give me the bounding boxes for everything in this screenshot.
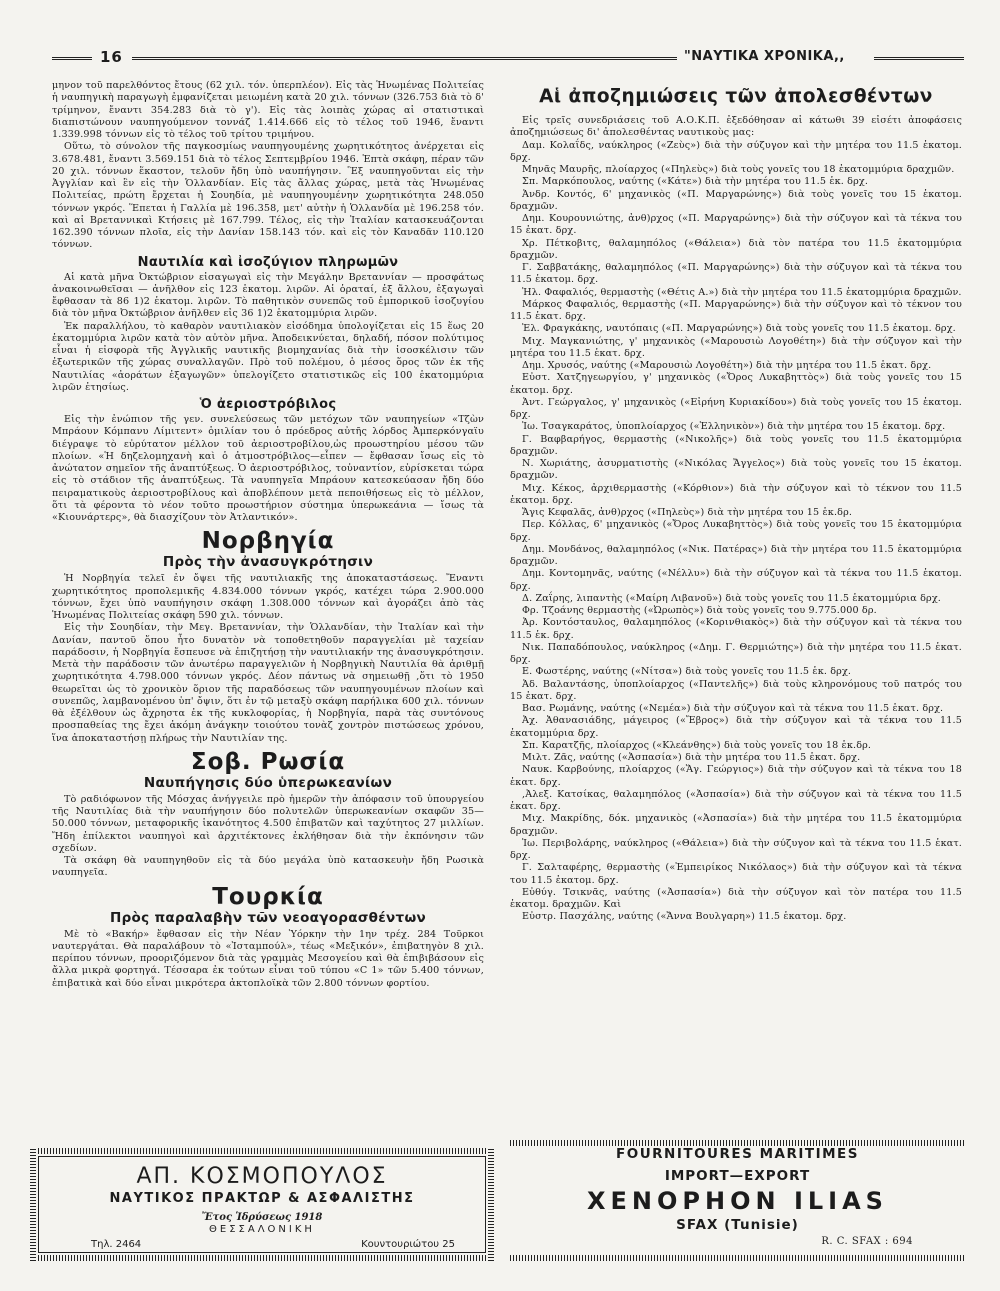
compensation-entry: Δημ. Κουρουνιώτης, ἀνθ)ρχος («Π. Μαργαρώνης») διὰ τὴν σύζυγον καὶ τὰ τέκνα του 15 ἑκατ. δρχ. [510, 213, 962, 237]
compensation-entry: Μιχ. Μαγκανιώτης, γ' μηχανικὸς («Μαρουσιὼ Λογοθέτη») διὰ τὴν σύζυγον καὶ τὴν μητέρα του 11.5 ἑκατ. δρχ. [510, 335, 962, 359]
section-subheading-russia: Ναυπήγησις δύο ὑπερωκεανίων [143, 774, 393, 791]
compensation-entry: Ἰω. Περιβολάρης, ναύκληρος («Θάλεια») διὰ τὴν σύζυγον καὶ τὰ τέκνα του 11.5 ἑκατ. δρχ. [510, 837, 962, 861]
compensation-entry: Γ. Σαββατάκης, θαλαμηπόλος («Π. Μαργαρώνης») διὰ τὴν σύζυγον καὶ τὰ τέκνα του 11.5 ἑκατομ. δρχ. [510, 262, 962, 286]
compensation-entry: Ἄγις Κεφαλᾶς, ἀνθ)ρχος («Πηλεὺς») διὰ τὴν μητέρα του 15 ἑκ.δρ. [522, 507, 853, 518]
ad-right-line1: FOURNITOURES MARITIMES [616, 1146, 859, 1162]
compensation-entry: Ε. Φωστέρης, ναύτης («Νίτσα») διὰ τοὺς γονεῖς του 11.5 ἑκ. δρχ. [522, 666, 852, 678]
compensation-entry: Ν. Χωριάτης, ἀσυρματιστὴς («Νικόλας Ἄγγελος») διὰ τοὺς γονεῖς του 15 ἑκατομ. δραχμῶν. [510, 458, 962, 482]
article-paragraph: Εἰς τὴν ἐνώπιον τῆς γεν. συνελεύσεως τῶν μετόχων τῶν ναυπηγείων «Τζὼν Μπράουν Κόμπανυ Λίμιτεντ» ὁμιλίαν του ὁ πρόεδρος αὐτῆς λόρδος Ἀμπερκόνγαϊυ διέγραψε τὸ εὐρύτατον μέλλον τοῦ ἀεριοστροβίλου,ὡς προωστηρίου μέσου τῶν πλοίων. «Ἡ δηζελομηχανὴ καὶ ὁ ἀτμοστρόβιλος—εἶπεν — ἔφθασαν ἴσως εἰς τὸ ἀνώτατον σημεῖον τῆς ἀναπτύξεως. Ὁ ἀεριοστρόβιλος, τοὐναντίον, εὑρίσκεται τώρα εἰς τὸ στάδιον τῆς ἀναπτύξεως. Τὰ ναυπηγεῖα Μπράουν κατεσκεύασαν ἤδη δύο πειραματικοὺς ἀεριοστροβίλους καὶ ἀποβλέπουν μετὰ πεποιθήσεως εἰς τὸ μέλλον, ὅτι τὰ φέροντα τὸ νέον τοῦτο προωστήριον σύστημα ὑπερωκεάνια — ἴσως τὰ «Κιουνάρτερς», θὰ διασχίζουν τὸν Ἀτλαντικόν». [52, 414, 484, 523]
compensation-entry: Σπ. Καρατζῆς, πλοίαρχος («Κλεάνθης») διὰ τοὺς γονεῖς του 18 ἑκ.δρ. [522, 739, 872, 751]
article-paragraph: Αἱ κατὰ μῆνα Ὀκτώβριον εἰσαγωγαὶ εἰς τὴν Μεγάλην Βρεταννίαν — προσφάτως ἀνακοινωθεῖσαι — ἀνῆλθον εἰς 123 ἑκατομ. λιρῶν. Αἱ ὁραταί, ἐξ ἄλλου, ἐξαγωγαὶ ἔφθασαν τὰ 86 1)2 ἑκατομ. λιρῶν. Τὸ παθητικὸν συνεπῶς τοῦ ἐμπορικοῦ ἰσοζυγίου διὰ τὸν μῆνα Ὀκτώβριον ἀνῆλθεν εἰς 36 1)2 ἑκατομμύρια λιρῶν. [52, 271, 484, 320]
compensation-entry: Γ. Βαφβαρήγος, θερμαστὴς («Νικολῆς») διὰ τοὺς γονεῖς του 11.5 ἑκατομμύρια δραχμῶν. [510, 433, 962, 457]
compensation-entry: Δημ. Κοντομηνᾶς, ναύτης («Νέλλυ») διὰ τὴν σύζυγον καὶ τὰ τέκνα του 11.5 ἑκατομ. δρχ. [510, 568, 962, 592]
ad-city: ΘΕΣΣΑΛΟΝΙΚΗ [209, 1224, 315, 1235]
ad-border-top [38, 1148, 486, 1154]
compensation-entry: Βασ. Ρωμάνης, ναύτης («Νεμέα») διὰ τὴν σύζυγον καὶ τὰ τέκνα του 11.5 ἑκατ. δρχ. [522, 703, 944, 714]
compensation-list [510, 140, 962, 924]
article-paragraph: Ἡ Νορβηγία τελεῖ ἐν ὄψει τῆς ναυτιλιακῆς της ἀποκαταστάσεως. Ἔναντι χωρητικότητος προπολεμικῆς 4.834.000 τόννων γκρός, κατέχει τώρα 2.900.000 τόννων, ἔχει ὑπὸ ναυπήγησιν σκάφη 1.308.000 τόννων καὶ ἀγοράζει ἀπὸ τὰς Ἡνωμένας Πολιτείας σκάφη 590 χιλ. τόννων. [52, 573, 484, 621]
header-rule-right [874, 57, 964, 60]
header-rule-middle [132, 57, 677, 60]
left-column [52, 80, 484, 1150]
ad-right-city: SFAX (Tunisie) [676, 1217, 799, 1233]
advertisement-xenophon-ilias [510, 1143, 965, 1253]
compensation-entry: Σπ. Μαρκόπουλος, ναύτης («Κάτε») διὰ τὴν μητέρα του 11.5 ἑκ. δρχ. [522, 176, 869, 188]
compensation-entry: Μηνᾶς Μαυρῆς, πλοίαρχος («Πηλεὺς») διὰ τοὺς γονεῖς του 18 ἑκατομμύρια δραχμῶν. [522, 164, 955, 175]
section-heading-turkey: Τουρκία [212, 883, 324, 910]
compensation-entry: Δαμ. Κολαΐδς, ναύκληρος («Ζεὺς») διὰ τὴν σύζυγον καὶ τὴν μητέρα του 11.5 ἑκατομ. δρχ. [510, 139, 962, 163]
masthead: "ΝΑΥΤΙΚΑ ΧΡΟΝΙΚΑ,, [684, 49, 845, 64]
ad-border-bottom [38, 1255, 486, 1261]
page-number: 16 [100, 48, 123, 66]
article-paragraph: Οὕτω, τὸ σύνολον τῆς παγκοσμίως ναυπηγουμένης χωρητικότητος ἀνέρχεται εἰς 3.678.481, ἔναντι 3.569.151 διὰ τὸ τέλος Σεπτεμβρίου 1946. Ἑπτὰ σκάφη, πέραν τῶν 20 χιλ. τόννων ἕκαστον, τελοῦν ἤδη ὑπὸ ναυπήγησιν. Ἓξ ναυπηγοῦνται εἰς τὴν Ἀγγλίαν καὶ ἓν εἰς τὴν Ὁλλανδίαν. Εἰς τὰς ἄλλας χώρας, μετὰ τὰς Ἡνωμένας Πολιτείας, πρώτη ἔρχεται ἡ Σουηδία, μὲ ναυπηγουμένην χωρητικότητα 248.050 τόννων γκρός. Ἕπεται ἡ Γαλλία μὲ 196.358, μετ' αὐτὴν ἡ Ὁλλανδία μὲ 196.258 τόν. καὶ αἱ Βρεταννικαὶ Κτήσεις μὲ 167.799. Τέλος, εἰς τὴν Ἰταλίαν κατασκευάζονται 162.390 τόννων πλοῖα, εἰς τὴν Δανίαν 158.143 τόν. καὶ εἰς τὸν Καναδᾶν 110.120 τόννων. [52, 141, 484, 251]
compensation-entry: Ἀνδρ. Κοντός, 6' μηχανικὸς («Π. Μαργαρώνης») διὰ τοὺς γονεῖς του 15 ἑκατομ. δραχμῶν. [510, 188, 962, 212]
ad-phone: Τηλ. 2464 [91, 1239, 142, 1250]
article-paragraph: Τὰ σκάφη θὰ ναυπηγηθοῦν εἰς τὰ δύο μεγάλα ὑπὸ κατασκευὴν ἤδη Ρωσικὰ ναυπηγεῖα. [52, 855, 484, 879]
compensation-entry: Εὐστρ. Πασχάλης, ναύτης («Ἄννα Βουλγαρη») 11.5 ἑκατομ. δρχ. [522, 911, 847, 923]
compensation-entry: Ἀντ. Γεώργαλος, γ' μηχανικὸς («Εἰρήνη Κυριακίδου») διὰ τοὺς γονεῖς του 15 ἑκατομ. δρχ. [510, 396, 962, 420]
article-paragraph: Τὸ ραδιόφωνον τῆς Μόσχας ἀνήγγειλε πρὸ ἡμερῶν τὴν ἀπόφασιν τοῦ ὑπουργείου τῆς Ναυτιλίας διὰ τὴν ναυπήγησιν δύο πολυτελῶν ὑπερωκεανίων σκαφῶν 35—50.000 τόννων, μεταφορικῆς ἱκανότητος 4.500 ἐπιβατῶν καὶ ταχύτητος 27 μιλλίων. Ἤδη ἐπίλεκτοι ναυπηγοὶ καὶ ἀρχιτέκτονες ἐκλήθησαν διὰ τὴν ἐκπόνησιν τῶν σχεδίων. [52, 793, 484, 854]
compensation-entry: Ἠλ. Φαφαλιός, θερμαστὴς («Θέτις Α.») διὰ τὴν μητέρα του 11.5 ἑκατομμύρια δραχμῶν. [522, 286, 962, 298]
ad-border-left [30, 1148, 36, 1261]
page-header [52, 48, 964, 70]
article-paragraph: μηνον τοῦ παρελθόντος ἔτους (62 χιλ. τόν. ὑπερπλέον). Εἰς τὰς Ἡνωμένας Πολιτείας ἡ ναυπηγικὴ παραγωγὴ ἐμφανίζεται μειωμένη κατὰ 20 χιλ. τόννων (326.753 διὰ τὸ δ' τρίμηνον, ἔναντι 354.283 διὰ τὸ γ'). Εἰς τὰς λοιπὰς χώρας αἱ στατιστικαὶ διαπιστώνουν ναυπηγούμενον τοννάζ 1.414.666 εἰς τὸ τέλος τοῦ 1946, ἔναντι 1.339.998 τόννων εἰς τὸ τέλος τοῦ τρίτου τριμήνου. [52, 80, 484, 140]
ad-right-registration: R. C. SFAX : 694 [821, 1236, 913, 1247]
compensation-entry: ,Ἀλεξ. Κατσίκας, θαλαμηπόλος («Ἀσπασία») διὰ τὴν σύζυγον καὶ τὰ τέκνα του 11.5 ἑκατ. δρχ. [510, 788, 962, 812]
section-heading-shipping-balance: Ναυτιλία καὶ ἰσοζύγιον πληρωμῶν [137, 254, 399, 270]
ad-company-name: ΑΠ. ΚΟΣΜΟΠΟΥΛΟΣ [136, 1164, 388, 1189]
article-paragraph: Εἰς τὴν Σουηδίαν, τὴν Μεγ. Βρεταννίαν, τὴν Ὁλλανδίαν, τὴν Ἰταλίαν καὶ τὴν Δανίαν, παντοῦ ὅπου ἦτο δυνατὸν νὰ τοποθετηθοῦν παραγγελίαι μὲ ταχείαν παράδοσιν, ἡ Νορβηγία ἔσπευσε νὰ ἐπιζητήσῃ τὴν ναυτιλιακήν της ἀνασυγκρότησιν. Μετὰ τὴν παράδοσιν τῶν ἀνωτέρω παραγγελιῶν ἡ Νορβηγικὴ Ναυτιλία θὰ ἀριθμῇ χωρητικότητα 4.798.000 τόννων γκρός. Δέον πάντως νὰ σημειωθῇ ,ὅτι τὸ 1950 θεωρεῖται ὡς τὸ χρονικὸν ὅριον τῆς παραδόσεως τῶν ναυπηγουμένων πλοίων καὶ συνεπῶς, λαμβανομένου ὑπ' ὄψιν, ὅτι ἐν τῷ μεταξὺ σκάφη παρήλικα 600 χιλ. τόννων θὰ ἐξέλθουν ὡς ἄχρηστα ἐκ τῆς κυκλοφορίας, ἡ Νορβηγία, παρὰ τὰς συντόνους προσπαθείας της ἔχει ἀκόμη ἀνάγκην τοιούτου τονὰζ χοντρὸν πιστώσεως χρόνου, ἵνα ἀποκαταστήσῃ πλήρως τὴν Ναυτιλίαν της. [52, 622, 484, 744]
article-paragraph: Ἐκ παραλλήλου, τὸ καθαρὸν ναυτιλιακὸν εἰσόδημα ὑπολογίζεται εἰς 15 ἕως 20 ἑκατομμύρια λιρῶν κατὰ τὸν αὐτὸν μῆνα. Ἀποδεικνύεται, δηλαδή, πόσον πολύτιμος εἶναι ἡ εἰσφορὰ τῆς Ἀγγλικῆς ναυτικῆς βιομηχανίας διὰ τὴν ἰσοσκέλισιν τῶν ἐξωτερικῶν τῆς χώρας συναλλαγῶν. Πρὸ τοῦ πολέμου, ὁ μέσος ὅρος τῶν ἐκ τῆς Ναυτιλίας «ἀοράτων ἐξαγωγῶν» ὑπελογίζετο στατιστικῶς εἰς 100 ἑκατομμύρια λιρῶν ἐτησίως. [52, 320, 484, 393]
compensation-entry: Δ. Ζαΐρης, λιπαντὴς («Μαίρη Λιβανοῦ») διὰ τοὺς γονεῖς του 11.5 ἑκατομμύρια δρχ. [522, 592, 942, 604]
compensation-entry: Ἰω. Τσαγκαράτος, ὑποπλοίαρχος («Ἑλληνικὸν») διὰ τὴν μητέρα του 15 ἑκατομ. δρχ. [522, 421, 946, 433]
section-heading-norway: Νορβηγία [201, 528, 335, 555]
right-column [510, 80, 962, 1142]
compensation-entry: Εὐστ. Χατζηγεωργίου, γ' μηχανικὸς («Ὄρος Λυκαβηττὸς») διὰ τοὺς γονεῖς του 15 ἑκατομ. δρχ. [510, 372, 962, 396]
section-heading-gas-turbine: Ὁ ἀεριοστρόβιλος [199, 397, 337, 412]
ad-right-name: XENOPHON ILIAS [587, 1187, 888, 1215]
ad-founded: Ἔτος Ἱδρύσεως 1918 [201, 1212, 323, 1223]
compensation-entry: Δημ. Μονδάνος, θαλαμηπόλος («Νικ. Πατέρας») διὰ τὴν μητέρα του 11.5 ἑκατομμύρια δραχμῶν. [510, 543, 962, 567]
advertisement-kosmopoulos [38, 1156, 486, 1253]
compensation-entry: Χρ. Πέτκοβιτς, θαλαμηπόλος («Θάλεια») διὰ τὸν πατέρα του 11.5 ἑκατομμύρια δραχμῶν. [510, 237, 962, 261]
compensation-entry: Μάρκος Φαφαλιός, θερμαστὴς («Π. Μαργαρώνης») διὰ τὴν σύζυγον καὶ τὸ τέκνον του 11.5 ἑκατ. δρχ. [510, 298, 962, 322]
article-intro: Εἰς τρεῖς συνεδριάσεις τοῦ Α.Ο.Κ.Π. ἐξεδόθησαν αἱ κάτωθι 39 εἰσέτι ἀποφάσεις ἀποζημιώσεως δι' ἀπολεσθέντας ναυτικοὺς μας: [510, 115, 962, 139]
article-paragraph: Μὲ τὸ «Βακήρ» ἔφθασαν εἰς τὴν Νέαν Ὑόρκην τὴν 1ην τρέχ. 284 Τοῦρκοι ναυτεργάται. Θὰ παραλάβουν τὸ «Ἰσταμπούλ», τέως «Μεξικόν», ἐπιβατηγὸν 8 χιλ. περίπου τόννων, προοριζόμενον διὰ τὰς γραμμὰς Μεσογείου καὶ θὰ ἐπιβιβάσουν εἰς ἄλλα μικρὰ φορτηγά. Τέσσαρα ἐκ τούτων εἶναι τοῦ τύπου «C 1» τῶν 5.400 τόννων, ἐπιβατικὰ καὶ δύο εἶναι μικρότερα ἀκτοπλοϊκὰ τῶν 2.800 τόννων φορτίου. [52, 928, 484, 989]
ad-company-title: ΝΑΥΤΙΚΟΣ ΠΡΑΚΤΩΡ & ΑΣΦΑΛΙΣΤΗΣ [109, 1191, 415, 1206]
compensation-entry: Νικ. Παπαδόπουλος, ναύκληρος («Δημ. Γ. Θερμιώτης») διὰ τὴν μητέρα του 11.5 ἑκατ. δρχ. [510, 641, 962, 665]
compensation-entry: Φρ. Τζοάνης θερμαστὴς («Ὠρωπὸς») διὰ τοὺς γονεῖς του 9.775.000 δρ. [522, 605, 877, 616]
compensation-entry: Περ. Κόλλας, 6' μηχανικὸς («Ὄρος Λυκαβηττὸς») διὰ τοὺς γονεῖς του 15 ἑκατομμύρια δρχ. [510, 519, 962, 543]
ad-address: Κουντουριώτου 25 [361, 1239, 455, 1250]
ad-right-border-bottom [510, 1255, 965, 1261]
section-subheading-turkey: Πρὸς παραλαβὴν τῶν νεοαγορασθέντων [110, 909, 426, 926]
section-subheading-norway: Πρὸς τὴν ἀνασυγκρότησιν [162, 554, 374, 571]
compensation-entry: Ἀχ. Ἀθανασιάδης, μάγειρος («Ἔβρος») διὰ τὴν σύζυγον καὶ τὰ τέκνα του 11.5 ἑκατομμύρια δρχ. [510, 715, 962, 739]
compensation-entry: Μιχ. Μακρίδης, δόκ. μηχανικὸς («Ἀσπασία») διὰ τὴν μητέρα του 11.5 ἑκατομμύρια δραχμῶν. [510, 813, 962, 837]
compensation-entry: Ἀδ. Βαλαντάσης, ὑποπλοίαρχος («Παντελῆς») διὰ τοὺς κληρονόμους τοῦ πατρός του 15 ἑκατ. δρχ. [510, 678, 962, 702]
compensation-entry: Μιλτ. Ζᾶς, ναύτης («Ἀσπασία») διὰ τὴν μητέρα του 11.5 ἑκατ. δρχ. [522, 752, 861, 763]
article-title-compensations: Αἱ ἀποζημιώσεις τῶν ἀπολεσθέντων [539, 86, 933, 107]
section-heading-soviet-russia: Σοβ. Ρωσία [190, 748, 346, 775]
compensation-entry: Ἐλ. Φραγκάκης, ναυτόπαις («Π. Μαργαρώνης») διὰ τοὺς γονεῖς του 11.5 ἑκατομ. δρχ. [522, 323, 956, 335]
compensation-entry: Γ. Σαλταφέρης, θερμαστὴς («Ἐμπειρίκος Νικόλαος») διὰ τὴν σύζυγον καὶ τὰ τέκνα του 11.5 ἑκατομ. δρχ. [510, 862, 962, 886]
compensation-entry: Εὐθύγ. Τσικνᾶς, ναύτης («Ἀσπασία») διὰ τὴν σύζυγον καὶ τὸν πατέρα του 11.5 ἑκατομ. δραχμῶν. Καὶ [510, 886, 962, 910]
ad-border-right [488, 1148, 494, 1261]
compensation-entry: Δημ. Χρυσός, ναύτης («Μαρουσιὼ Λογοθέτη») διὰ τὴν μητέρα του 11.5 ἑκατ. δρχ. [522, 360, 932, 371]
ad-right-line2: IMPORT—EXPORT [664, 1168, 811, 1184]
header-rule-left [52, 57, 92, 60]
compensation-entry: Μιχ. Κέκος, ἀρχιθερμαστὴς («Κόρθιον») διὰ τὴν σύζυγον καὶ τὸ τέκνον του 11.5 ἑκατομ. δρχ. [510, 482, 962, 506]
compensation-entry: Ἀρ. Κοντόσταυλος, θαλαμηπόλος («Κορινθιακὸς») διὰ τὴν σύζυγον καὶ τὰ τέκνα του 11.5 ἑκ. δρχ. [510, 617, 962, 641]
compensation-entry: Ναυκ. Καρβούνης, πλοίαρχος («Ἅγ. Γεώργιος») διὰ τὴν σύζυγον καὶ τὰ τέκνα του 18 ἑκατ. δρχ. [510, 764, 962, 788]
